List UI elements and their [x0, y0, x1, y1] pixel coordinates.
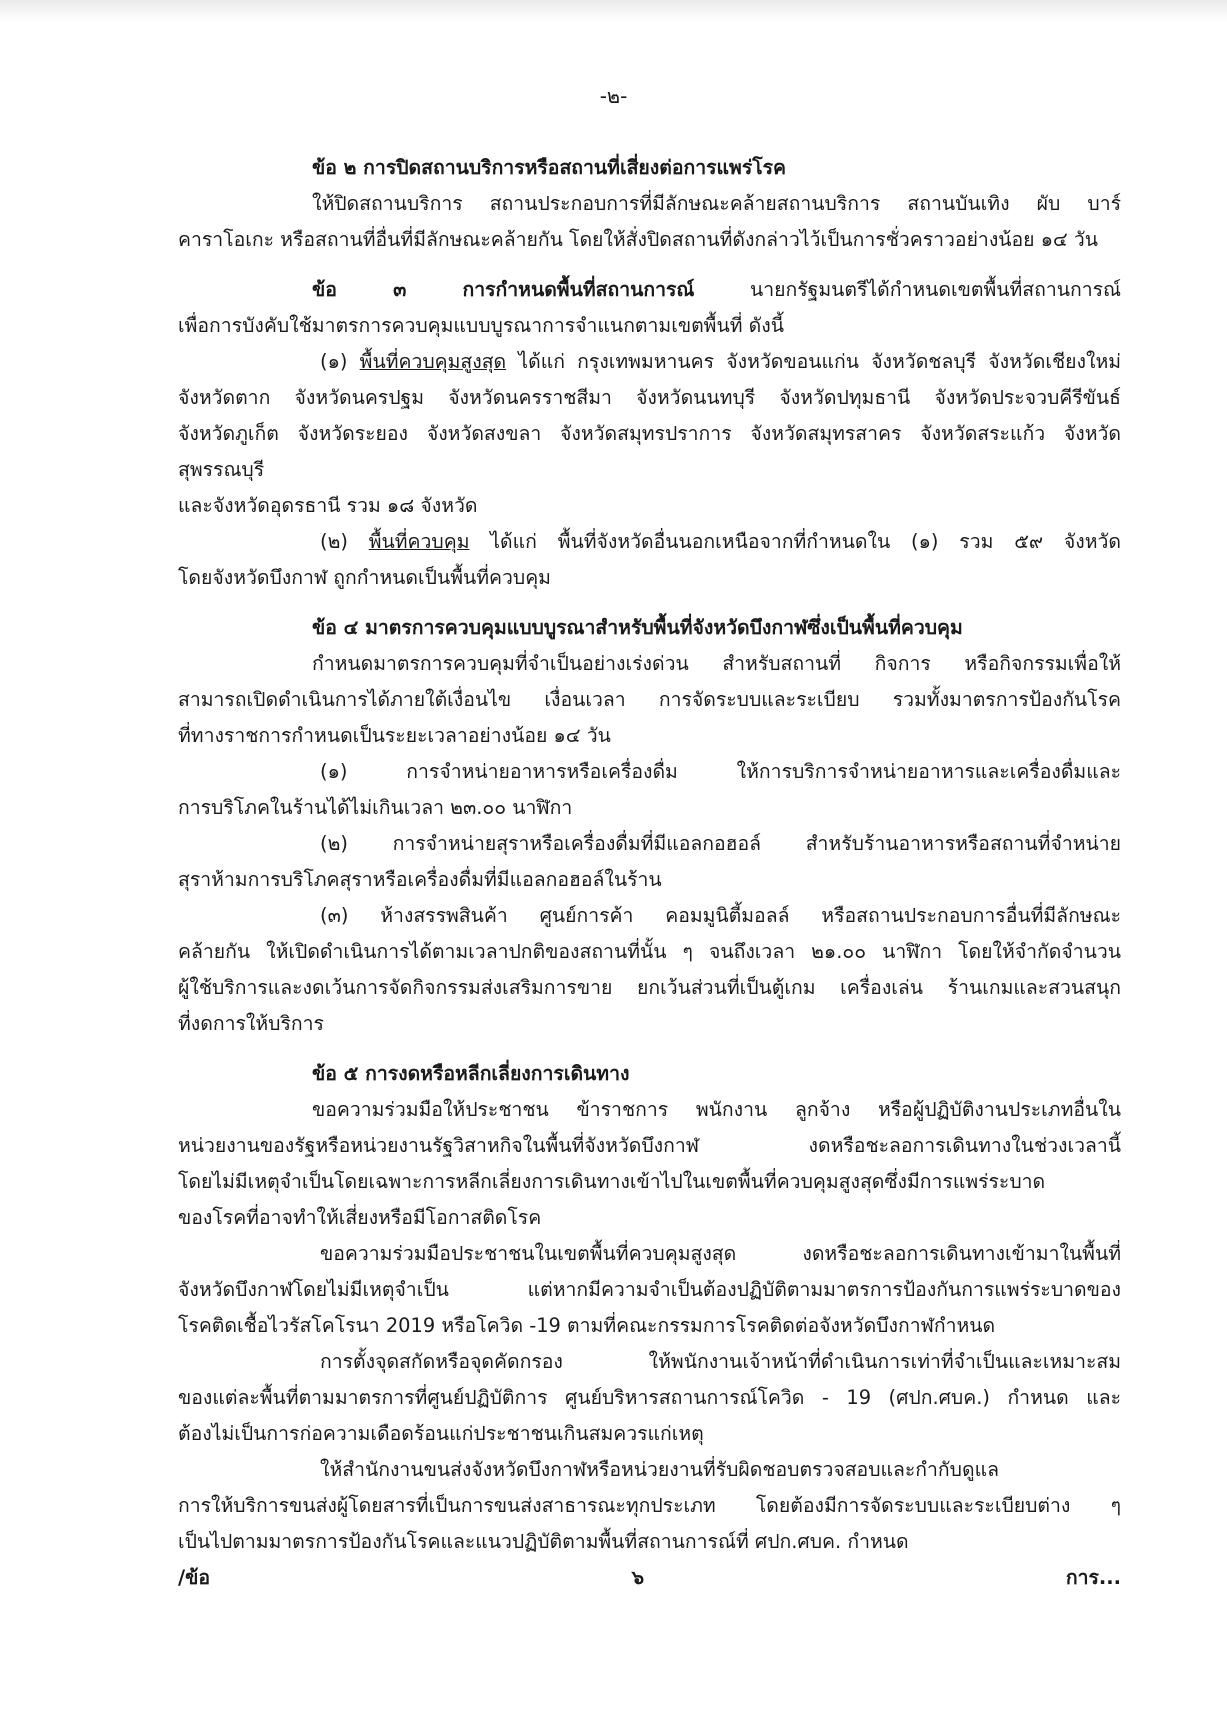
section-2-line: คาราโอเกะ หรือสถานที่อื่นที่มีลักษณะคล้ายกัน โดยให้สั่งปิดสถานที่ดังกล่าวไว้เป็นการชั่วคราวอย่างน้อย ๑๔ วัน	[178, 228, 1099, 251]
item-number: (๑)	[320, 350, 360, 373]
section-4-heading: ข้อ ๔ มาตรการควบคุมแบบบูรณาสำหรับพื้นที่จังหวัดบึงกาฬซึ่งเป็นพื้นที่ควบคุม	[312, 616, 963, 639]
section-4-item-3: (๓) ห้างสรรพสินค้า ศูนย์การค้า คอมมูนิตี้มอลล์ หรือสถานประกอบการอื่นที่มีลักษณะ	[320, 904, 1121, 927]
section-5-p2-line: โรคติดเชื้อไวรัสโคโรนา 2019 หรือโควิด -19 ตามที่คณะกรรมการโรคติดต่อจังหวัดบึงกาฬกำหนด	[178, 1314, 996, 1337]
section-5-heading: ข้อ ๕ การงดหรือหลีกเลี่ยงการเดินทาง	[312, 1062, 630, 1085]
section-4-intro-line: สามารถเปิดดำเนินการได้ภายใต้เงื่อนไข เงื่อนเวลา การจัดระบบและระเบียบ รวมทั้งมาตรการป้องกันโรค	[178, 688, 1121, 711]
document-body	[178, 150, 1121, 1596]
control-area-term: พื้นที่ควบคุม	[368, 530, 470, 553]
section-3-item-2	[178, 524, 1121, 560]
section-5-p4-line: เป็นไปตามมาตรการป้องกันโรคและแนวปฏิบัติตามพื้นที่สถานการณ์ที่ ศปก.ศบค. กำหนด	[178, 1530, 909, 1553]
section-3-item-2-line: โดยจังหวัดบึงกาฬ ถูกกำหนดเป็นพื้นที่ควบคุม	[178, 566, 551, 589]
continuation-note: /ข้อ ๖ การ...	[178, 1566, 1121, 1589]
section-3-intro-line: เพื่อการบังคับใช้มาตรการควบคุมแบบบูรณาการจำแนกตามเขตพื้นที่ ดังนี้	[178, 314, 784, 337]
scan-edge-shadow	[0, 0, 1227, 22]
section-4-item-1: (๑) การจำหน่ายอาหารหรือเครื่องดื่ม ให้การบริการจำหน่ายอาหารและเครื่องดื่มและ	[320, 760, 1121, 783]
section-3-item-1	[178, 344, 1121, 380]
section-4-item-3-line: ผู้ใช้บริการและงดเว้นการจัดกิจกรรมส่งเสริมการขาย ยกเว้นส่วนที่เป็นตู้เกม เครื่องเล่น ร้านเกมและสวนสนุก	[178, 976, 1121, 999]
page-number: -๒-	[599, 84, 628, 108]
item-number: (๒)	[320, 530, 369, 553]
section-4-item-3-line: คล้ายกัน ให้เปิดดำเนินการได้ตามเวลาปกติของสถานที่นั้น ๆ จนถึงเวลา ๒๑.๐๐ นาฬิกา โดยให้จำกัดจำนวน	[178, 940, 1121, 963]
section-5-p3-line: ของแต่ละพื้นที่ตามมาตรการที่ศูนย์ปฏิบัติการ ศูนย์บริหารสถานการณ์โควิด - 19 (ศปก.ศบค.) กำหนด และ	[178, 1386, 1121, 1409]
section-5-p1-line: หน่วยงานของรัฐหรือหน่วยงานรัฐวิสาหกิจในพื้นที่จังหวัดบึงกาฬ งดหรือชะลอการเดินทางในช่วงเวลานี้	[178, 1134, 1121, 1157]
section-3-item-1-line: และจังหวัดอุดรธานี รวม ๑๘ จังหวัด	[178, 494, 478, 517]
section-5-p4-line: การให้บริการขนส่งผู้โดยสารที่เป็นการขนส่งสาธารณะทุกประเภท โดยต้องมีการจัดระบบและระเบียบต่าง ๆ	[178, 1494, 1121, 1517]
section-4-intro-line: ที่ทางราชการกำหนดเป็นระยะเวลาอย่างน้อย ๑๔ วัน	[178, 724, 611, 747]
section-5-p3-line: การตั้งจุดสกัดหรือจุดคัดกรอง ให้พนักงานเจ้าหน้าที่ดำเนินการเท่าที่จำเป็นและเหมาะสม	[320, 1350, 1121, 1373]
section-5-p1-line: โดยไม่มีเหตุจำเป็นโดยเฉพาะการหลีกเลี่ยงการเดินทางเข้าไปในเขตพื้นที่ควบคุมสูงสุดซึ่งมีการแพร่ระบาด	[178, 1170, 1046, 1193]
section-3-item-1-line: จังหวัดภูเก็ต จังหวัดระยอง จังหวัดสงขลา จังหวัดสมุทรปราการ จังหวัดสมุทรสาคร จังหวัดสระแก้ว จังหวัดสุพรรณบุรี	[178, 422, 1121, 481]
section-3-intro	[178, 272, 1121, 308]
item-text: ได้แก่ พื้นที่จังหวัดอื่นนอกเหนือจากที่กำหนดใน (๑) รวม ๕๙ จังหวัด	[469, 530, 1121, 553]
section-4-item-2-line: สุราห้ามการบริโภคสุราหรือเครื่องดื่มที่มีแอลกอฮอล์ในร้าน	[178, 868, 662, 891]
section-3-heading: ข้อ ๓ การกำหนดพื้นที่สถานการณ์	[312, 278, 695, 301]
section-2-heading: ข้อ ๒ การปิดสถานบริการหรือสถานที่เสี่ยงต่อการแพร่โรค	[312, 156, 787, 179]
section-5-p2-line: ขอความร่วมมือประชาชนในเขตพื้นที่ควบคุมสูงสุด งดหรือชะลอการเดินทางเข้ามาในพื้นที่	[320, 1242, 1121, 1265]
section-5-p4-line: ให้สำนักงานขนส่งจังหวัดบึงกาฬหรือหน่วยงานที่รับผิดชอบตรวจสอบและกำกับดูแล	[320, 1458, 999, 1481]
section-4-item-2: (๒) การจำหน่ายสุราหรือเครื่องดื่มที่มีแอลกอฮอล์ สำหรับร้านอาหารหรือสถานที่จำหน่าย	[320, 832, 1121, 855]
section-5-p3-line: ต้องไม่เป็นการก่อความเดือดร้อนแก่ประชาชนเกินสมควรแก่เหตุ	[178, 1422, 704, 1445]
section-5-p1-line: ขอความร่วมมือให้ประชาชน ข้าราชการ พนักงาน ลูกจ้าง หรือผู้ปฏิบัติงานประเภทอื่นใน	[312, 1098, 1121, 1121]
section-3-intro-text: นายกรัฐมนตรีได้กำหนดเขตพื้นที่สถานการณ์	[694, 278, 1122, 301]
section-3-item-1-line: จังหวัดตาก จังหวัดนครปฐม จังหวัดนครราชสีมา จังหวัดนนทบุรี จังหวัดปทุมธานี จังหวัดประจวบคีรีขันธ์	[178, 386, 1121, 409]
section-4-intro-line: กำหนดมาตรการควบคุมที่จำเป็นอย่างเร่งด่วน สำหรับสถานที่ กิจการ หรือกิจกรรมเพื่อให้	[312, 652, 1121, 675]
max-control-area-term: พื้นที่ควบคุมสูงสุด	[359, 350, 507, 373]
section-4-item-3-line: ที่งดการให้บริการ	[178, 1012, 324, 1035]
item-text: ได้แก่ กรุงเทพมหานคร จังหวัดขอนแก่น จังหวัดชลบุรี จังหวัดเชียงใหม่	[506, 350, 1122, 373]
section-5-p2-line: จังหวัดบึงกาฬโดยไม่มีเหตุจำเป็น แต่หากมีความจำเป็นต้องปฏิบัติตามมาตรการป้องกันการแพร่ระบาดของ	[178, 1278, 1121, 1301]
section-4-item-1-line: การบริโภคในร้านได้ไม่เกินเวลา ๒๓.๐๐ นาฬิกา	[178, 796, 573, 819]
section-2-line: ให้ปิดสถานบริการ สถานประกอบการที่มีลักษณะคล้ายสถานบริการ สถานบันเทิง ผับ บาร์	[312, 192, 1121, 215]
section-5-p1-line: ของโรคที่อาจทำให้เสี่ยงหรือมีโอกาสติดโรค	[178, 1206, 542, 1229]
